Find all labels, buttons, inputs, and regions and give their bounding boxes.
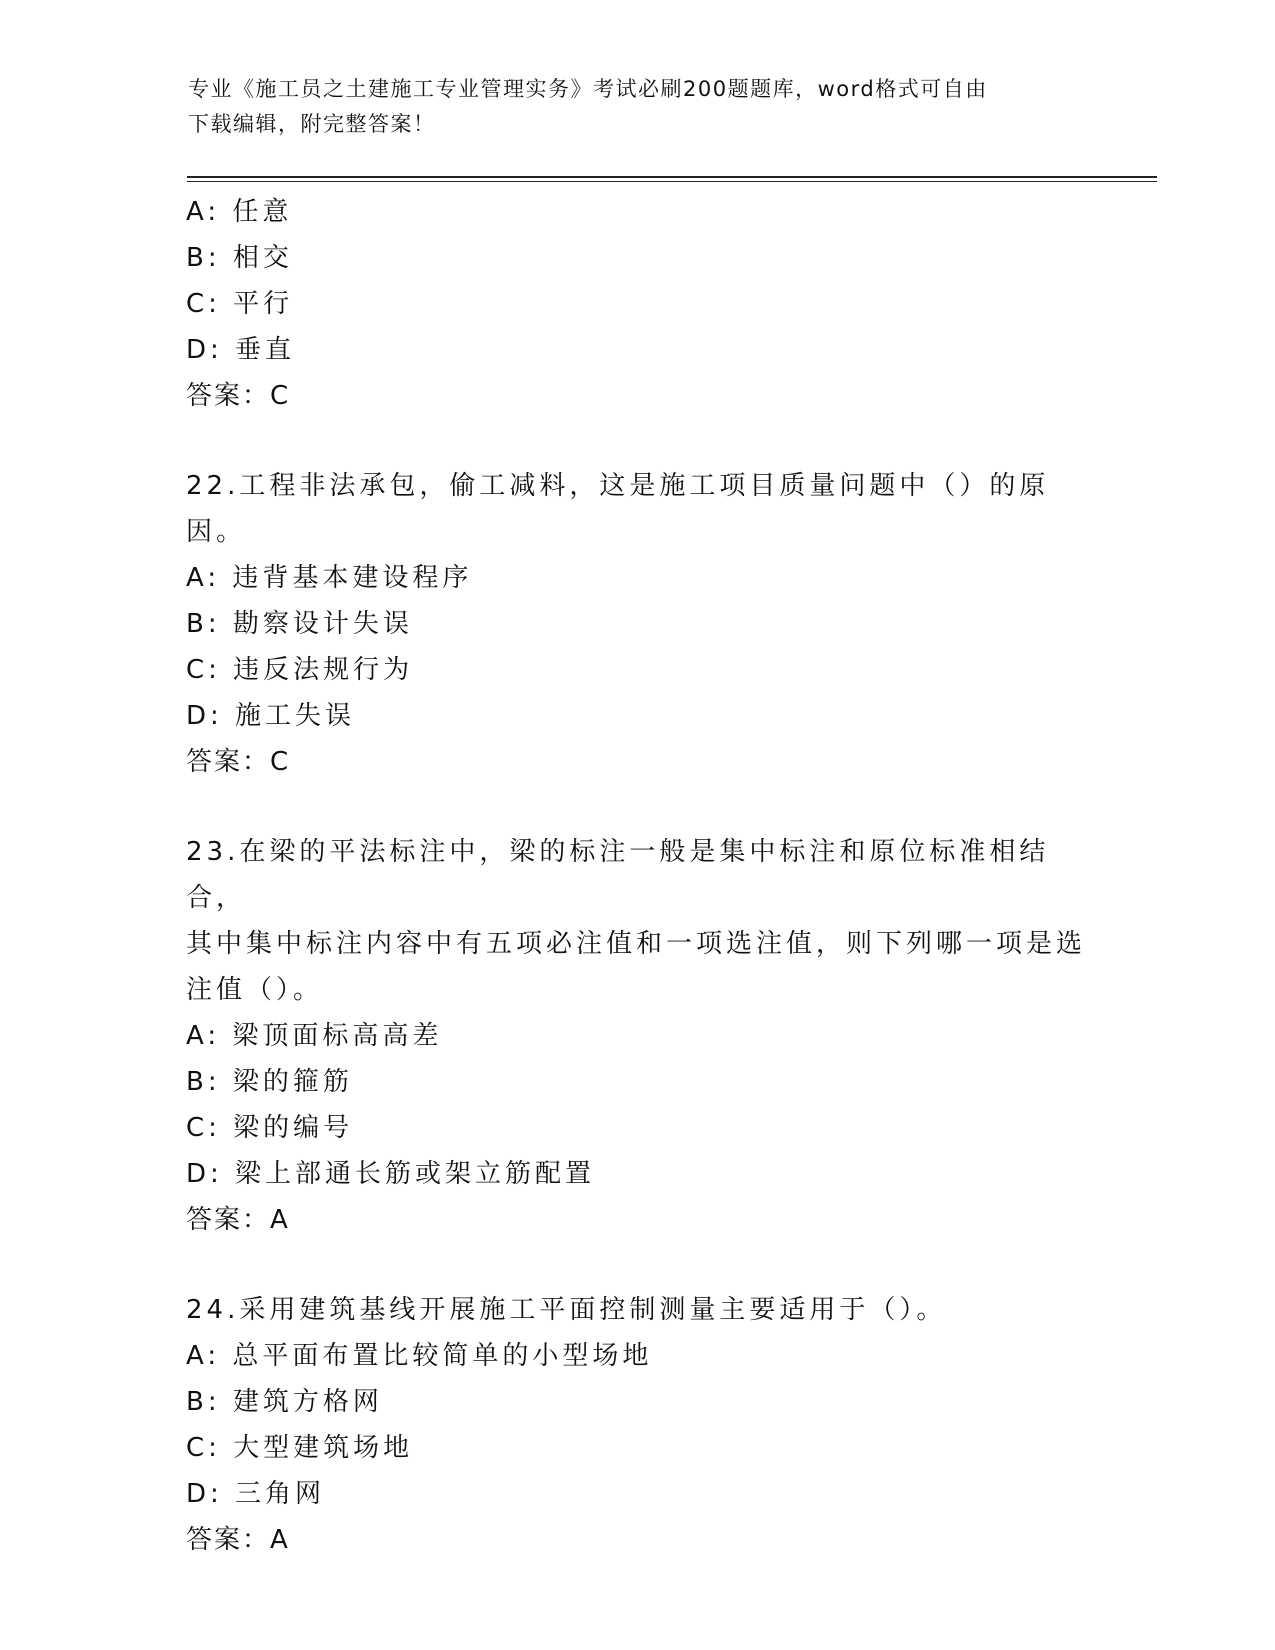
question-text: 其中集中标注内容中有五项必注值和一项选注值，则下列哪一项是选 xyxy=(186,929,1087,959)
header-line-2: 下载编辑，附完整答案！ xyxy=(188,112,436,136)
answer-line: 答案：C xyxy=(186,381,291,411)
option-a: A: 违背基本建设程序 xyxy=(186,563,473,593)
question-22 xyxy=(186,463,1086,785)
option-d: D: 三角网 xyxy=(186,1479,326,1509)
option-c: C: 平行 xyxy=(186,289,294,319)
option-a: A: 任意 xyxy=(186,197,293,227)
question-21-options xyxy=(186,189,1086,419)
option-d: D: 垂直 xyxy=(186,335,296,365)
question-text: 23.在梁的平法标注中，梁的标注一般是集中标注和原位标准相结合， xyxy=(186,837,1050,913)
answer-line: 答案：C xyxy=(186,747,291,777)
document-header xyxy=(188,72,1068,142)
option-a: A: 总平面布置比较简单的小型场地 xyxy=(186,1341,653,1371)
question-list xyxy=(186,189,1086,1563)
option-b: B: 梁的箍筋 xyxy=(186,1067,353,1097)
option-d: D: 梁上部通长筋或架立筋配置 xyxy=(186,1159,596,1189)
option-d: D: 施工失误 xyxy=(186,701,356,731)
question-23 xyxy=(186,829,1086,1243)
option-c: C: 违反法规行为 xyxy=(186,655,414,685)
answer-line: 答案：A xyxy=(186,1205,290,1235)
question-24 xyxy=(186,1287,1086,1563)
question-text: 24.采用建筑基线开展施工平面控制测量主要适用于（）。 xyxy=(186,1295,947,1325)
header-line-1: 专业《施工员之土建施工专业管理实务》考试必刷200题题库，word格式可自由 xyxy=(188,77,988,101)
option-a: A: 梁顶面标高高差 xyxy=(186,1021,443,1051)
answer-line: 答案：A xyxy=(186,1525,290,1555)
option-c: C: 梁的编号 xyxy=(186,1113,354,1143)
question-text: 22.工程非法承包，偷工减料，这是施工项目质量问题中（）的原因。 xyxy=(186,471,1050,547)
option-b: B: 建筑方格网 xyxy=(186,1387,383,1417)
option-c: C: 大型建筑场地 xyxy=(186,1433,414,1463)
option-b: B: 相交 xyxy=(186,243,293,273)
header-divider xyxy=(187,176,1157,182)
question-text: 注值（）。 xyxy=(186,975,324,1005)
option-b: B: 勘察设计失误 xyxy=(186,609,413,639)
